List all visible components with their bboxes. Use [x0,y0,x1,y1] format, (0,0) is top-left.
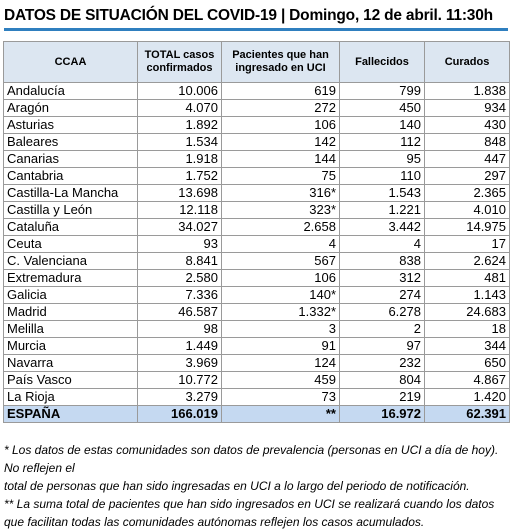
cell-icu-patients: 106 [222,270,340,287]
cell-deaths: 97 [340,338,425,355]
cell-recovered: 481 [425,270,510,287]
covid-data-table [3,41,510,423]
cell-region-name: La Rioja [4,389,138,406]
cell-total-cases: 46.587 [138,304,222,321]
cell-total-cases: 1.752 [138,168,222,185]
cell-deaths: 140 [340,117,425,134]
cell-region-name: Melilla [4,321,138,338]
cell-deaths: 112 [340,134,425,151]
cell-icu-patients: 272 [222,100,340,117]
header-icu-patients: Pacientes que han ingresado en UCI [222,42,340,83]
cell-total-cases: 8.841 [138,253,222,270]
table-row [4,83,510,100]
cell-recovered: 297 [425,168,510,185]
cell-recovered: 430 [425,117,510,134]
cell-icu-patients: 619 [222,83,340,100]
cell-region-name: Murcia [4,338,138,355]
cell-region-name: Cataluña [4,219,138,236]
cell-total-cases: 3.279 [138,389,222,406]
cell-icu-patients: 323* [222,202,340,219]
cell-recovered: 1.143 [425,287,510,304]
total-deaths: 16.972 [340,406,425,423]
page-title: DATOS DE SITUACIÓN DEL COVID-19 | Domingo, 12 de abril. 11:30h [4,7,493,24]
cell-deaths: 4 [340,236,425,253]
cell-total-cases: 1.892 [138,117,222,134]
cell-recovered: 934 [425,100,510,117]
cell-icu-patients: 316* [222,185,340,202]
cell-recovered: 2.365 [425,185,510,202]
footnote-line: No reflejen el [4,461,75,475]
table-row [4,389,510,406]
cell-total-cases: 34.027 [138,219,222,236]
cell-region-name: Cantabria [4,168,138,185]
cell-region-name: País Vasco [4,372,138,389]
cell-region-name: Andalucía [4,83,138,100]
cell-icu-patients: 3 [222,321,340,338]
table-row [4,321,510,338]
cell-total-cases: 93 [138,236,222,253]
table-header-row [4,42,510,83]
cell-deaths: 1.543 [340,185,425,202]
cell-icu-patients: 4 [222,236,340,253]
header-ccaa: CCAA [4,42,138,83]
header-recovered: Curados [425,42,510,83]
cell-recovered: 848 [425,134,510,151]
table-row [4,202,510,219]
header-total-cases: TOTAL casos confirmados [138,42,222,83]
cell-region-name: Ceuta [4,236,138,253]
table-row [4,185,510,202]
cell-icu-patients: 142 [222,134,340,151]
table-row [4,100,510,117]
cell-recovered: 4.867 [425,372,510,389]
table-row [4,355,510,372]
cell-total-cases: 4.070 [138,100,222,117]
footnote-line: ** La suma total de pacientes que han sido ingresados en UCI se realizará cuando los datos [4,497,495,511]
cell-icu-patients: 1.332* [222,304,340,321]
cell-recovered: 650 [425,355,510,372]
cell-deaths: 2 [340,321,425,338]
table-row [4,117,510,134]
cell-region-name: Asturias [4,117,138,134]
table-row [4,236,510,253]
total-total-cases: 166.019 [138,406,222,423]
cell-region-name: Madrid [4,304,138,321]
cell-recovered: 14.975 [425,219,510,236]
cell-total-cases: 1.449 [138,338,222,355]
cell-icu-patients: 106 [222,117,340,134]
cell-deaths: 232 [340,355,425,372]
cell-deaths: 95 [340,151,425,168]
table-row [4,151,510,168]
table-row [4,287,510,304]
table-row [4,304,510,321]
cell-deaths: 450 [340,100,425,117]
table-row [4,338,510,355]
cell-icu-patients: 75 [222,168,340,185]
footnote-line: * Los datos de estas comunidades son datos de prevalencia (personas en UCI a día de hoy). [4,443,499,457]
cell-icu-patients: 144 [222,151,340,168]
cell-icu-patients: 567 [222,253,340,270]
cell-recovered: 18 [425,321,510,338]
cell-total-cases: 10.006 [138,83,222,100]
cell-recovered: 447 [425,151,510,168]
cell-region-name: Castilla y León [4,202,138,219]
cell-deaths: 3.442 [340,219,425,236]
cell-total-cases: 3.969 [138,355,222,372]
table-row [4,168,510,185]
cell-total-cases: 12.118 [138,202,222,219]
cell-deaths: 838 [340,253,425,270]
cell-recovered: 24.683 [425,304,510,321]
cell-total-cases: 7.336 [138,287,222,304]
cell-region-name: C. Valenciana [4,253,138,270]
cell-deaths: 799 [340,83,425,100]
cell-deaths: 219 [340,389,425,406]
cell-deaths: 804 [340,372,425,389]
table-row [4,134,510,151]
cell-deaths: 274 [340,287,425,304]
cell-recovered: 17 [425,236,510,253]
cell-total-cases: 13.698 [138,185,222,202]
cell-deaths: 312 [340,270,425,287]
total-region-name: ESPAÑA [4,406,138,423]
cell-total-cases: 2.580 [138,270,222,287]
footnote-line: total de personas que han sido ingresadas en UCI a lo largo del periodo de notificación. [4,479,470,493]
cell-icu-patients: 91 [222,338,340,355]
cell-recovered: 344 [425,338,510,355]
table-row [4,219,510,236]
cell-region-name: Castilla-La Mancha [4,185,138,202]
cell-total-cases: 10.772 [138,372,222,389]
header-deaths: Fallecidos [340,42,425,83]
cell-icu-patients: 459 [222,372,340,389]
cell-icu-patients: 124 [222,355,340,372]
cell-total-cases: 1.918 [138,151,222,168]
cell-region-name: Canarias [4,151,138,168]
table-row [4,253,510,270]
table-body [4,83,510,423]
cell-recovered: 1.420 [425,389,510,406]
cell-total-cases: 98 [138,321,222,338]
title-underline [4,28,508,31]
table-row [4,372,510,389]
cell-recovered: 1.838 [425,83,510,100]
cell-deaths: 1.221 [340,202,425,219]
cell-icu-patients: 2.658 [222,219,340,236]
cell-region-name: Navarra [4,355,138,372]
cell-icu-patients: 140* [222,287,340,304]
cell-total-cases: 1.534 [138,134,222,151]
cell-region-name: Extremadura [4,270,138,287]
total-recovered: 62.391 [425,406,510,423]
cell-recovered: 4.010 [425,202,510,219]
cell-recovered: 2.624 [425,253,510,270]
cell-deaths: 6.278 [340,304,425,321]
cell-region-name: Aragón [4,100,138,117]
footnote-line: que facilitan todas las comunidades autónomas reflejen los casos acumulados. [4,515,425,529]
cell-region-name: Baleares [4,134,138,151]
cell-icu-patients: 73 [222,389,340,406]
table-row [4,270,510,287]
cell-deaths: 110 [340,168,425,185]
cell-region-name: Galicia [4,287,138,304]
total-row [4,406,510,423]
footnotes [4,441,510,531]
total-icu-patients: ** [222,406,340,423]
